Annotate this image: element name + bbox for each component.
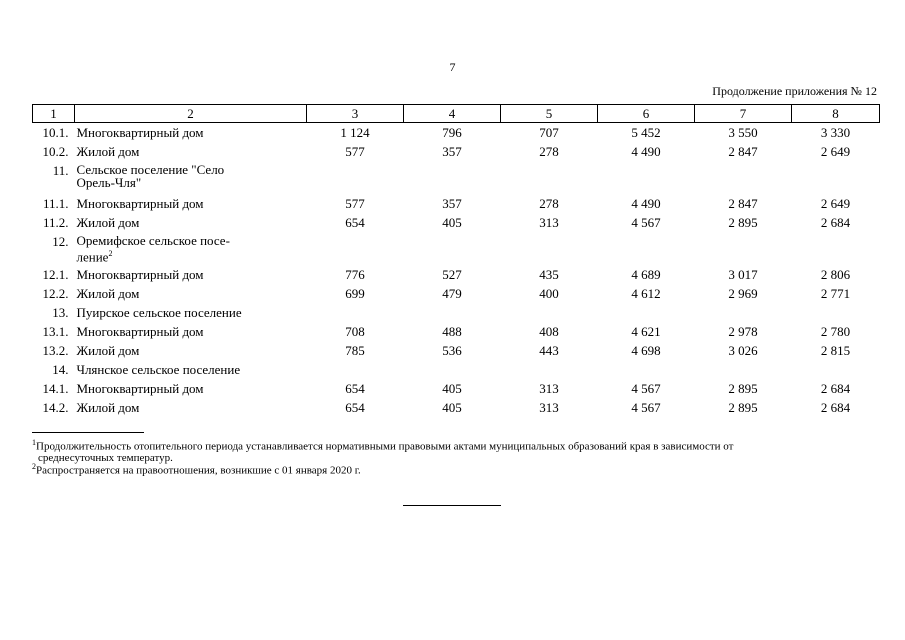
cell-value: 654: [345, 381, 365, 396]
cell-value: 408: [539, 324, 559, 339]
column-header: 7: [695, 105, 792, 123]
column-header: 2: [75, 105, 307, 123]
table-row-section: [33, 305, 880, 324]
table-row-section: [33, 234, 880, 267]
footnote-2: [32, 461, 877, 477]
header-row: [33, 105, 880, 123]
cell-value: 2 895: [728, 400, 758, 415]
cell-value: 4 490: [631, 196, 661, 211]
cell-value: 479: [442, 286, 462, 301]
cell-value: 4 612: [631, 286, 661, 301]
cell-value: 708: [345, 324, 365, 339]
column-header: 5: [501, 105, 598, 123]
footnote-mark: 2: [32, 462, 36, 471]
row-name: Многоквартирный дом: [76, 125, 204, 140]
cell-value: 707: [539, 125, 559, 140]
column-header: 1: [33, 105, 75, 123]
cell-value: 4 621: [631, 324, 661, 339]
row-name: Пуирское сельское поселение: [76, 305, 242, 320]
cell-value: 405: [442, 381, 462, 396]
end-separator: [403, 505, 501, 506]
row-number: 12.: [52, 234, 69, 249]
cell-value: 4 567: [631, 215, 661, 230]
row-number: 14.2.: [42, 400, 69, 415]
cell-value: 400: [539, 286, 559, 301]
cell-value: 313: [539, 381, 559, 396]
table-row-section: [33, 362, 880, 381]
footnote-1: [32, 437, 877, 464]
cell-value: 527: [442, 267, 462, 282]
table-row: [33, 144, 880, 163]
table-row: [33, 381, 880, 400]
row-name: [75, 234, 307, 267]
row-number: 11.: [52, 163, 69, 178]
table-row: [33, 123, 880, 145]
row-number: 13.2.: [42, 343, 69, 358]
cell-value: 3 026: [728, 343, 758, 358]
cell-value: 405: [442, 215, 462, 230]
cell-value: 2 847: [728, 196, 758, 211]
table-row: [33, 267, 880, 286]
row-number: 11.1.: [42, 196, 69, 211]
row-name: Многоквартирный дом: [76, 381, 204, 396]
cell-value: 357: [442, 144, 462, 159]
cell-value: 2 649: [820, 144, 851, 159]
cell-value: 785: [345, 343, 365, 358]
cell-value: 2 780: [820, 324, 851, 339]
row-number: 10.2.: [42, 144, 69, 159]
table-row: [33, 324, 880, 343]
cell-value: 4 689: [631, 267, 661, 282]
row-number: 12.1.: [42, 267, 69, 282]
cell-value: 4 567: [631, 400, 661, 415]
cell-value: 2 895: [728, 381, 758, 396]
row-number: 14.: [52, 362, 69, 377]
row-name-line: Орель-Чля": [76, 175, 142, 190]
tariff-table: [32, 104, 880, 419]
cell-value: 2 806: [820, 267, 851, 282]
cell-value: 2 684: [820, 400, 851, 415]
table-row: [33, 343, 880, 362]
row-name: Члянское сельское поселение: [76, 362, 241, 377]
row-name: Жилой дом: [76, 400, 140, 415]
footnote-mark: 1: [32, 438, 36, 447]
cell-value: 357: [442, 196, 462, 211]
row-name: Многоквартирный дом: [76, 196, 204, 211]
row-name: Жилой дом: [76, 286, 140, 301]
cell-value: 699: [345, 286, 365, 301]
table-row: [33, 400, 880, 419]
cell-value: 2 771: [820, 286, 851, 301]
cell-value: 2 978: [728, 324, 758, 339]
table-row: [33, 196, 880, 215]
cell-value: 4 490: [631, 144, 661, 159]
row-name-line: Сельское поселение "Село: [76, 162, 225, 177]
row-name: [75, 163, 307, 196]
cell-value: 3 017: [728, 267, 758, 282]
column-header: 3: [307, 105, 404, 123]
row-number: 13.1.: [42, 324, 69, 339]
cell-value: 796: [442, 125, 462, 140]
row-number: 12.2.: [42, 286, 69, 301]
footnote-ref: 2: [108, 249, 113, 258]
cell-value: 2 815: [820, 343, 851, 358]
column-header: 4: [404, 105, 501, 123]
cell-value: 2 847: [728, 144, 758, 159]
cell-value: 443: [539, 343, 559, 358]
cell-value: 278: [539, 196, 559, 211]
table-row: [33, 286, 880, 305]
row-number: 14.1.: [42, 381, 69, 396]
cell-value: 2 649: [820, 196, 851, 211]
cell-value: 5 452: [631, 125, 661, 140]
column-header: 6: [598, 105, 695, 123]
footnote-text: среднесуточных температур.: [38, 451, 173, 464]
cell-value: 313: [539, 400, 559, 415]
cell-value: 654: [345, 400, 365, 415]
cell-value: 2 969: [728, 286, 758, 301]
row-name: Жилой дом: [76, 343, 140, 358]
cell-value: 4 698: [631, 343, 661, 358]
row-name: Многоквартирный дом: [76, 267, 204, 282]
cell-value: 2 684: [820, 215, 851, 230]
table-row: [33, 215, 880, 234]
cell-value: 488: [442, 324, 462, 339]
cell-value: 776: [345, 267, 365, 282]
row-name: Жилой дом: [76, 215, 140, 230]
row-number: 13.: [52, 305, 69, 320]
appendix-label: Продолжение приложения № 12: [712, 84, 877, 98]
cell-value: 536: [442, 343, 462, 358]
column-header: 8: [792, 105, 880, 123]
footnote-separator: [32, 432, 144, 433]
cell-value: 4 567: [631, 381, 661, 396]
row-number: 10.1.: [42, 125, 69, 140]
row-number: 11.2.: [42, 215, 69, 230]
footnote-text: Продолжительность отопительного периода устанавливается нормативными правовыми актами муниципальных образований края в зависимости от: [36, 440, 734, 453]
row-name: Многоквартирный дом: [76, 324, 204, 339]
cell-value: 3 330: [820, 125, 851, 140]
cell-value: 2 684: [820, 381, 851, 396]
row-name-line: Оремифское сельское посе-: [76, 233, 230, 248]
cell-value: 2 895: [728, 215, 758, 230]
cell-value: 577: [345, 196, 365, 211]
page-number: 7: [449, 60, 456, 74]
cell-value: 313: [539, 215, 559, 230]
cell-value: 435: [539, 267, 559, 282]
row-name-line: ление: [76, 249, 109, 265]
cell-value: 278: [539, 144, 559, 159]
table-row-section: [33, 163, 880, 196]
cell-value: 1 124: [340, 125, 370, 140]
cell-value: 577: [345, 144, 365, 159]
row-name: Жилой дом: [76, 144, 140, 159]
footnote-text: Распространяется на правоотношения, возникшие с 01 января 2020 г.: [36, 464, 361, 477]
cell-value: 405: [442, 400, 462, 415]
cell-value: 654: [345, 215, 365, 230]
cell-value: 3 550: [728, 125, 758, 140]
